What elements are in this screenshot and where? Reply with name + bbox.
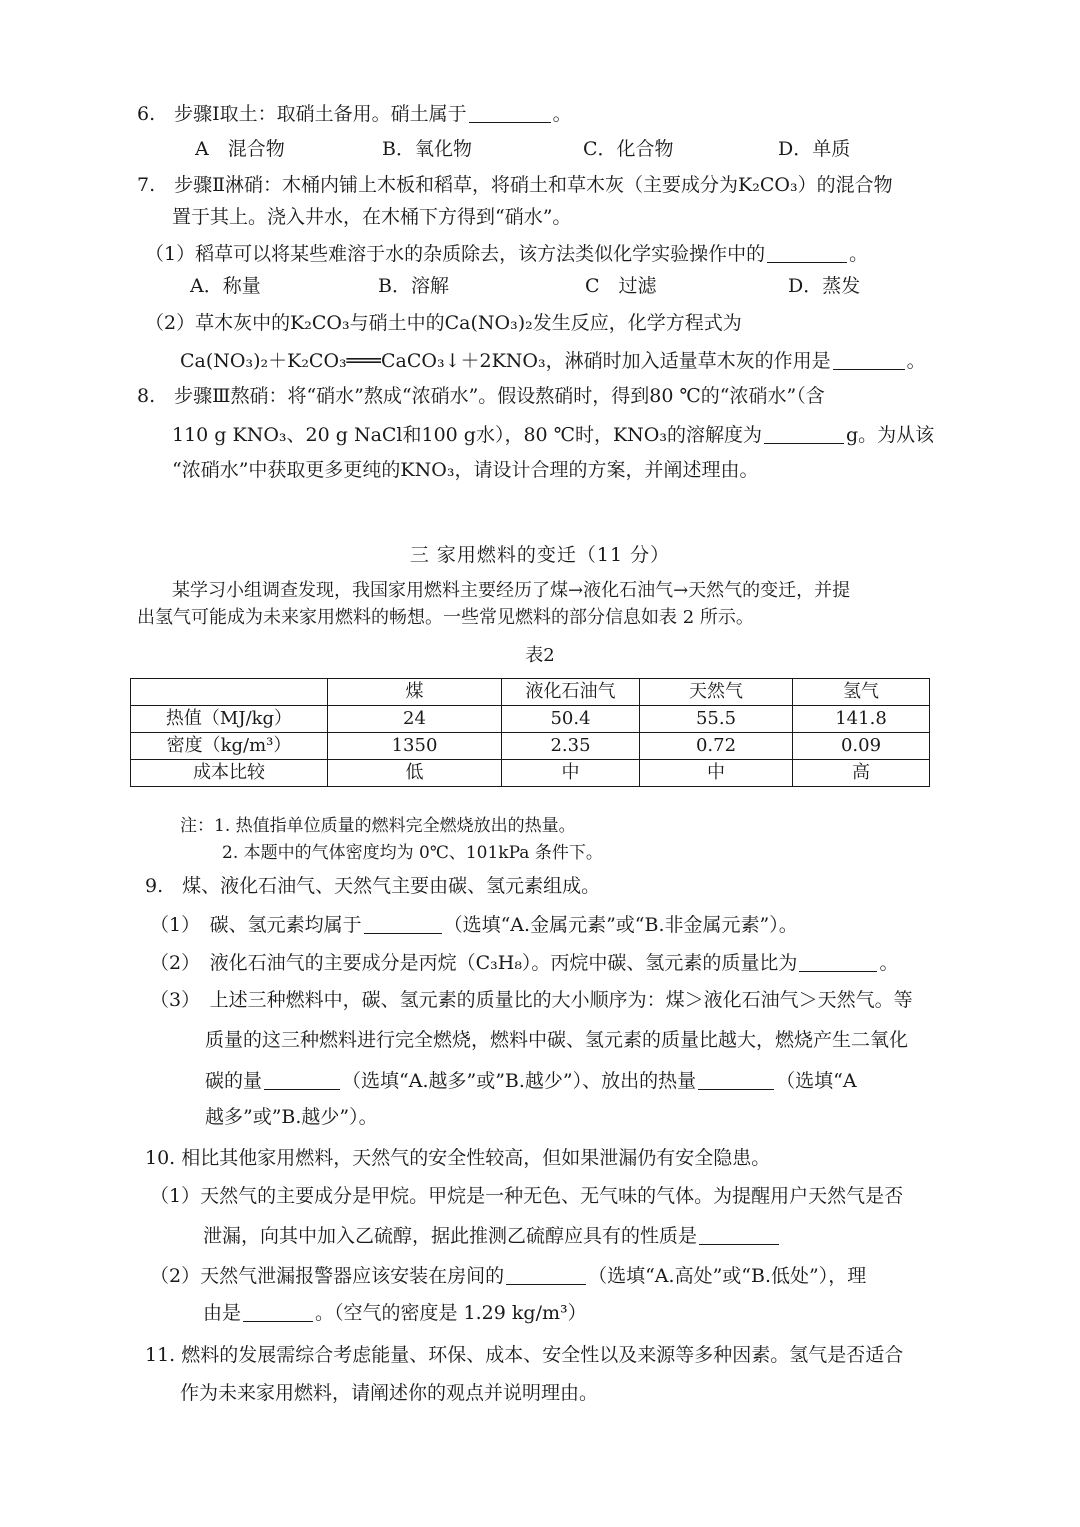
q7-sub1-blank[interactable] <box>767 243 847 263</box>
section3-intro-line1: 某学习小组调查发现，我国家用燃料主要经历了煤→液化石油气→天然气的变迁，并提 <box>172 580 851 601</box>
q9-sub3-text-c: （选填“A <box>776 1070 857 1092</box>
q9-sub2-blank[interactable] <box>799 952 877 972</box>
section3-title: 三 家用燃料的变迁（11 分） <box>409 544 671 566</box>
table-cell: 中 <box>640 760 793 787</box>
fuel-table <box>130 678 930 787</box>
table-row <box>131 706 930 733</box>
q9-sub1-blank[interactable] <box>364 914 442 934</box>
table-header-cell: 天然气 <box>640 679 793 706</box>
q7-stem-line1: 7. 步骤Ⅱ淋硝：木桶内铺上木板和稻草，将硝土和草木灰（主要成分为K₂CO₃）的混合物 <box>137 174 893 196</box>
q10-sub2-reason-label: 由是 <box>203 1302 242 1324</box>
q10-sub2-text: （2）天然气泄漏报警器应该安装在房间的 <box>150 1265 505 1287</box>
section3-intro-line2: 出氢气可能成为未来家用燃料的畅想。一些常见燃料的部分信息如表 2 所示。 <box>137 607 754 628</box>
q9-sub1-choices: （选填“A.金属元素”或“B.非金属元素”）。 <box>443 914 798 936</box>
table-row <box>131 760 930 787</box>
table-cell: 0.72 <box>640 733 793 760</box>
q6-blank[interactable] <box>469 103 551 123</box>
table-cell: 24 <box>328 706 502 733</box>
table-cell: 55.5 <box>640 706 793 733</box>
q10-sub1-line2 <box>203 1225 781 1246</box>
table-cell: 中 <box>502 760 640 787</box>
table-header-cell: 氢气 <box>793 679 930 706</box>
q7-sub1-option-b[interactable]: B．溶解 <box>378 275 449 297</box>
q10-sub2-line1 <box>150 1265 866 1286</box>
table-header-cell: 煤 <box>328 679 502 706</box>
table-cell: 141.8 <box>793 706 930 733</box>
q10-sub2-location-blank[interactable] <box>506 1265 586 1285</box>
q7-sub1 <box>145 243 868 264</box>
q6-option-a[interactable]: A 混合物 <box>195 138 285 160</box>
q10-stem: 10. 相比其他家用燃料，天然气的安全性较高，但如果泄漏仍有安全隐患。 <box>145 1147 771 1169</box>
table-header-cell: 液化石油气 <box>502 679 640 706</box>
table-cell: 成本比较 <box>131 760 328 787</box>
q6-stem <box>137 103 572 124</box>
q8-line2 <box>172 424 934 445</box>
q9-sub3-line4: 越多”或”B.越少”）。 <box>205 1106 378 1128</box>
table-header-row <box>131 679 930 706</box>
table-row <box>131 733 930 760</box>
q9-sub3-line2: 质量的这三种燃料进行完全燃烧，燃料中碳、氢元素的质量比越大，燃烧产生二氧化 <box>205 1029 909 1051</box>
table-note-1: 注：1. 热值指单位质量的燃料完全燃烧放出的热量。 <box>180 816 576 836</box>
q9-sub3-heat-blank[interactable] <box>698 1070 774 1090</box>
q7-sub1-text: （1）稻草可以将某些难溶于水的杂质除去，该方法类似化学实验操作中的 <box>145 243 766 265</box>
q8-line2-end: g。为从该 <box>845 424 935 446</box>
q10-sub2-air-density: 。（空气的密度是 1.29 kg/m³） <box>315 1302 587 1324</box>
table-cell: 50.4 <box>502 706 640 733</box>
q7-sub1-end: 。 <box>849 243 869 265</box>
table-cell: 2.35 <box>502 733 640 760</box>
q7-sub1-option-d[interactable]: D．蒸发 <box>788 275 861 297</box>
q11-line2: 作为未来家用燃料，请阐述你的观点并说明理由。 <box>180 1382 599 1404</box>
q7-sub2-end: 。 <box>906 350 926 372</box>
table-cell: 热值（MJ/kg） <box>131 706 328 733</box>
table-caption: 表2 <box>525 645 555 666</box>
q7-sub1-option-a[interactable]: A．称量 <box>190 275 261 297</box>
table-cell: 高 <box>793 760 930 787</box>
q9-sub3-line1: （3） 上述三种燃料中，碳、氢元素的质量比的大小顺序为：煤＞液化石油气＞天然气。等 <box>150 989 913 1011</box>
q9-sub3-text-a: 碳的量 <box>205 1070 263 1092</box>
q6-option-b[interactable]: B．氧化物 <box>382 138 472 160</box>
q8-line1: 8. 步骤Ⅲ熬硝：将“硝水”熬成“浓硝水”。假设熬硝时，得到80 ℃的“浓硝水”（含 <box>137 385 825 407</box>
q7-stem-line2: 置于其上。浇入井水，在木桶下方得到“硝水”。 <box>172 206 572 228</box>
q7-sub2-line1: （2）草木灰中的K₂CO₃与硝土中的Ca(NO₃)₂发生反应，化学方程式为 <box>145 312 742 334</box>
q10-sub1-line1: （1）天然气的主要成分是甲烷。甲烷是一种无色、无气味的气体。为提醒用户天然气是否 <box>150 1185 904 1207</box>
table-note-2: 2. 本题中的气体密度均为 0℃、101kPa 条件下。 <box>222 843 603 863</box>
q10-sub2-line2 <box>203 1302 587 1323</box>
q8-solubility-blank[interactable] <box>764 424 844 444</box>
q9-sub3-text-b: （选填“A.越多”或”B.越少”）、放出的热量 <box>342 1070 697 1092</box>
q9-sub1-text: （1） 碳、氢元素均属于 <box>150 914 362 936</box>
q10-sub2-reason-blank[interactable] <box>243 1302 313 1322</box>
q10-sub1-text: 泄漏，向其中加入乙硫醇，据此推测乙硫醇应具有的性质是 <box>203 1225 698 1247</box>
q7-sub1-option-c[interactable]: C 过滤 <box>585 275 657 297</box>
q9-sub2-text: （2） 液化石油气的主要成分是丙烷（C₃H₈）。丙烷中碳、氢元素的质量比为 <box>150 952 798 974</box>
q6-text: 6. 步骤Ⅰ取土：取硝土备用。硝土属于 <box>137 103 467 125</box>
q7-equation-text: Ca(NO₃)₂＋K₂CO₃═══CaCO₃↓＋2KNO₃，淋硝时加入适量草木灰的作用是 <box>180 350 831 372</box>
table-cell: 密度（kg/m³） <box>131 733 328 760</box>
q9-sub2-end: 。 <box>879 952 899 974</box>
q9-stem: 9. 煤、液化石油气、天然气主要由碳、氢元素组成。 <box>145 875 601 897</box>
table-header-cell <box>131 679 328 706</box>
table-cell: 1350 <box>328 733 502 760</box>
q8-line2-text: 110 g KNO₃、20 g NaCl和100 g水），80 ℃时，KNO₃的溶解度为 <box>172 424 762 446</box>
q9-sub3-line3 <box>205 1070 857 1091</box>
table-cell: 低 <box>328 760 502 787</box>
q10-sub2-choices: （选填“A.高处”或“B.低处”），理 <box>588 1265 867 1287</box>
q9-sub1 <box>150 914 798 935</box>
q9-sub2 <box>150 952 898 973</box>
q6-end: 。 <box>552 103 572 125</box>
q8-line3: “浓硝水”中获取更多更纯的KNO₃，请设计合理的方案，并阐述理由。 <box>172 459 759 481</box>
q10-sub1-blank[interactable] <box>699 1225 779 1245</box>
q6-option-d[interactable]: D．单质 <box>778 138 851 160</box>
q11-line1: 11. 燃料的发展需综合考虑能量、环保、成本、安全性以及来源等多种因素。氢气是否适合 <box>145 1344 904 1366</box>
q7-sub2-line2 <box>180 350 926 371</box>
q6-option-c[interactable]: C．化合物 <box>583 138 674 160</box>
table-cell: 0.09 <box>793 733 930 760</box>
q7-sub2-blank[interactable] <box>833 350 905 370</box>
q9-sub3-co2-blank[interactable] <box>264 1070 340 1090</box>
